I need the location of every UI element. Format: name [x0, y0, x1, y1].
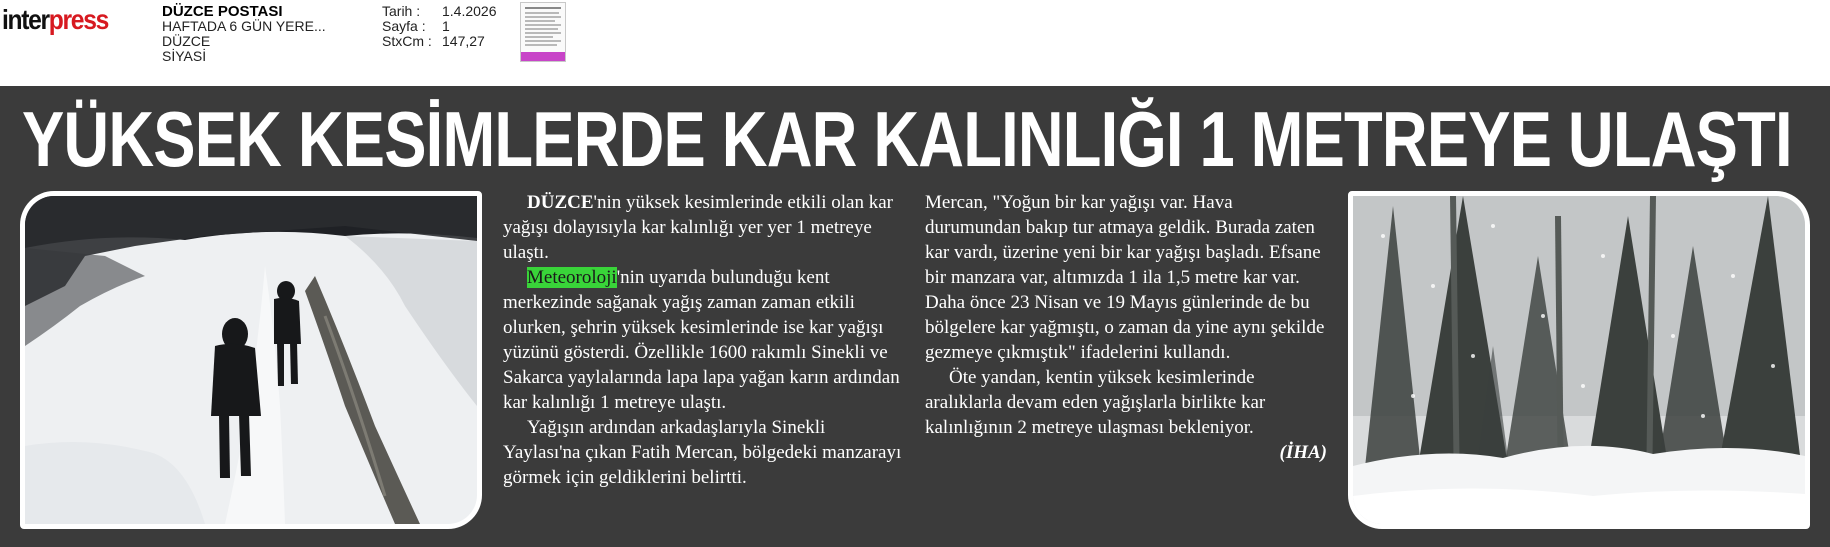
- meta-row-stxcm: [382, 34, 497, 49]
- article-column-2: [925, 190, 1327, 465]
- lead-word: DÜZCE: [527, 192, 594, 213]
- meta-label: Sayfa :: [382, 18, 426, 34]
- meta-label: Tarih :: [382, 3, 421, 19]
- article-column-1: [503, 190, 905, 490]
- article-source: (İHA): [1279, 442, 1327, 463]
- paragraph-1: [503, 190, 905, 265]
- paragraph-1-text: 'nin yüksek kesimlerinde etkili olan kar yağışı dolayısıyla kar kalınlığı yer yer 1 metreye ulaştı.: [503, 192, 893, 263]
- meta-row-date: [382, 4, 497, 19]
- meta-value: 1.4.2026: [442, 3, 497, 19]
- meta-value: 147,27: [442, 33, 485, 49]
- paragraph-3: Yağışın ardından arkadaşlarıyla Sinekli Yaylası'na çıkan Fatih Mercan, bölgedeki manzarayı görmek için geldiklerini belirtti.: [503, 417, 902, 488]
- page-thumbnail[interactable]: [520, 2, 566, 62]
- article-panel: [0, 86, 1830, 547]
- paragraph-2-text: 'nin uyarıda bulunduğu kent merkezinde sağanak yağış zaman zaman etkili olurken, şehrin yüksek kesimlerinde ise kar yağışı yüzünü gösterdi. Özellikle 1600 rakımlı Sinekli ve Sakarca yaylalarında lapa lapa yağan karın ardından kar kalınlığı 1 metreye ulaştı.: [503, 267, 900, 413]
- publication-city: DÜZCE: [162, 33, 211, 49]
- publication-frequency: HAFTADA 6 GÜN YERE...: [162, 18, 326, 34]
- logo-main: inter: [2, 4, 49, 35]
- meta-row-page: [382, 19, 497, 34]
- logo-accent: press: [48, 4, 108, 35]
- meta-value: 1: [442, 18, 450, 34]
- publication-info: [162, 4, 326, 64]
- publication-category: SİYASİ: [162, 48, 207, 64]
- publication-name: DÜZCE POSTASI: [162, 3, 283, 20]
- highlighted-keyword: Meteoroloji: [527, 267, 617, 288]
- paragraph-4: Mercan, "Yoğun bir kar yağışı var. Hava durumundan bakıp tur atmaya geldik. Burada zaten kar vardı, üzerine yeni bir kar yağışı başladı. Efsane bir manzara var, altımızda 1 ila 1,5 metre kar var. Daha önce 23 Nisan ve 19 Mayıs günlerinde de bu bölgelere kar yağmıştı, o zaman da yine aynı şekilde gezmeye çıkmıştık" ifadelerini kullandı.: [925, 192, 1325, 363]
- interpress-logo: [2, 4, 108, 36]
- meta-label: StxCm :: [382, 33, 432, 49]
- clipping-meta: [382, 4, 497, 49]
- photo-snowy-forest: [1348, 191, 1810, 529]
- paragraph-5: Öte yandan, kentin yüksek kesimlerinde aralıklarla devam eden yağışlarla birlikte kar kalınlığının 2 metreye ulaşması bekleniyor.: [925, 367, 1266, 438]
- clipping-header: [0, 0, 1830, 86]
- thumbnail-highlight: [521, 52, 565, 61]
- article-headline: YÜKSEK KESİMLERDE KAR KALINLIĞI 1 METREYE ULAŞTI: [22, 95, 1792, 183]
- photo-hikers-snow-path: [20, 191, 482, 529]
- paragraph-2: [503, 265, 905, 415]
